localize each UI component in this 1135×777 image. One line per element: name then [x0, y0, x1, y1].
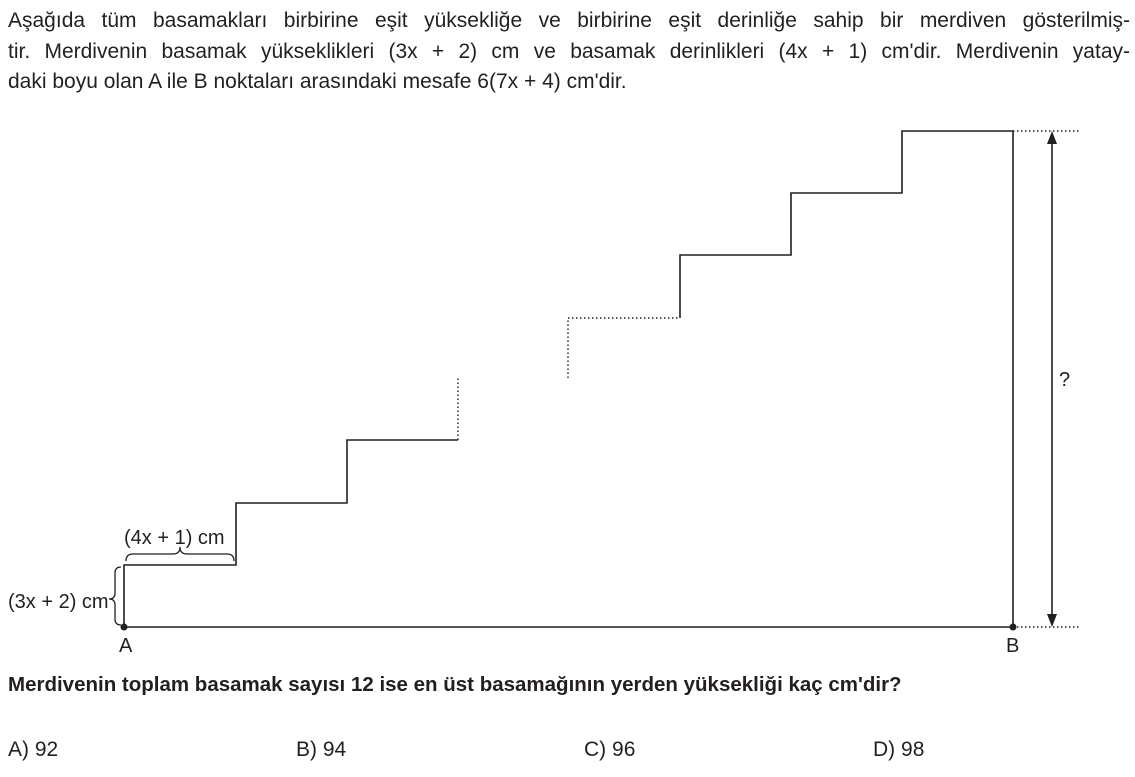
point-b-dot	[1010, 624, 1017, 631]
option-d-value: 98	[901, 738, 925, 761]
option-a[interactable]	[8, 738, 58, 762]
problem-line-3: daki boyu olan A ile B noktaları arasındaki mesafe 6(7x + 4) cm'dir.	[8, 70, 627, 93]
height-label: (3x + 2) cm	[8, 591, 109, 613]
option-c-letter: C)	[584, 738, 607, 761]
problem-line-2: tir. Merdivenin basamak yükseklikleri (3x + 2) cm ve basamak derinlikleri (4x + 1) cm'dir. Merdivenin yatay-	[8, 39, 1130, 63]
point-b-label: B	[1006, 635, 1020, 657]
option-c[interactable]	[584, 738, 635, 762]
unknown-height-label: ?	[1059, 369, 1071, 391]
option-a-value: 92	[34, 738, 59, 761]
staircase-figure	[0, 110, 1135, 670]
option-d-letter: D)	[873, 738, 896, 761]
option-d[interactable]	[873, 738, 924, 762]
option-a-letter: A)	[8, 738, 29, 761]
option-c-value: 96	[612, 738, 636, 761]
arrow-up-head	[1047, 131, 1057, 144]
option-b-letter: B)	[296, 738, 317, 761]
question-text: Merdivenin toplam basamak sayısı 12 ise en üst basamağının yerden yüksekliği kaç cm'dir?	[8, 673, 902, 696]
arrow-down-head	[1047, 614, 1057, 627]
depth-brace	[126, 547, 234, 561]
depth-label: (4x + 1) cm	[124, 527, 225, 549]
point-a-dot	[121, 624, 128, 631]
height-brace	[109, 567, 121, 625]
option-b[interactable]	[296, 738, 346, 762]
upper-stairs	[680, 131, 1013, 318]
point-a-label: A	[119, 635, 133, 657]
problem-text	[8, 6, 1130, 98]
problem-line-1: Aşağıda tüm basamakları birbirine eşit yüksekliğe ve birbirine eşit derinliğe sahip bir merdiven gösterilmiş-	[8, 9, 1130, 32]
option-b-value: 94	[322, 738, 347, 761]
